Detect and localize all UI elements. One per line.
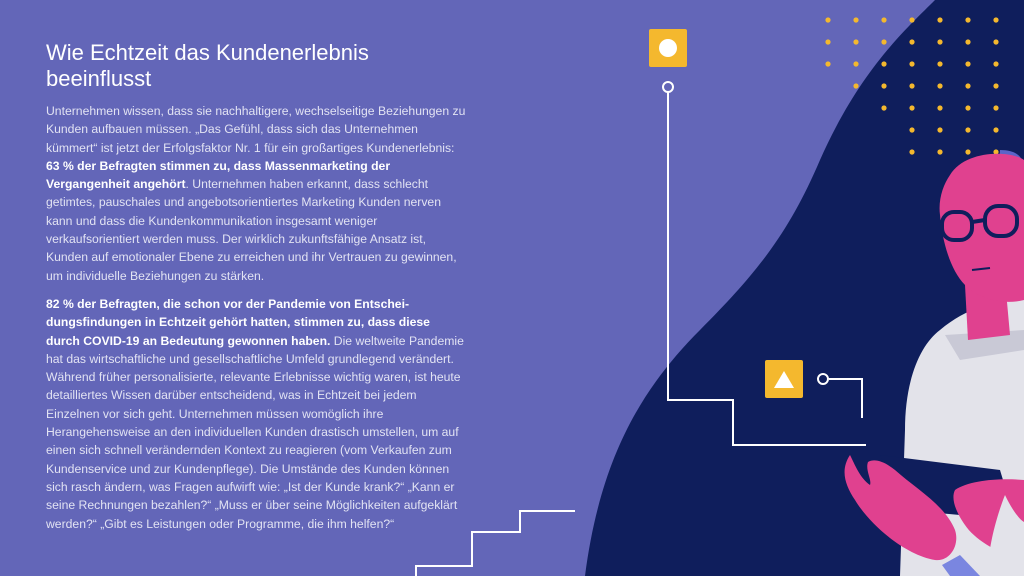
- paragraph-1-rest: . Unternehmen haben erkannt, dass schlecht getimtes, pauschales und angebotsorientiertes Marketing Kunden nerven kann und dass die Kundenkommunikation insgesamt weniger verkaufsorientiert werden muss. Der wirklich zukunftsfähige Ansatz ist, Kunden auf emotionaler Ebene zu erreichen und ihr Vertrauen zu gewinnen, um individuelle Beziehungen zu stärken.: [46, 177, 457, 283]
- dot: [937, 17, 942, 22]
- dot: [937, 39, 942, 44]
- dot: [965, 17, 970, 22]
- dot: [881, 17, 886, 22]
- paragraph-1-highlight: 63 % der Befragten stimmen zu, dass Massenmarketing der Vergangenheit angehört: [46, 158, 391, 192]
- dot: [909, 61, 914, 66]
- dot: [909, 127, 914, 132]
- dot: [993, 17, 998, 22]
- dot: [881, 39, 886, 44]
- dot: [909, 149, 914, 154]
- dot: [825, 39, 830, 44]
- paragraph-1-intro: Unternehmen wissen, dass sie nachhaltigere, wechselseitige Beziehungen zu Kunden aufbauen müssen. „Das Gefühl, dass sich das Unternehmen kümmert“ ist jetzt der Erfolgsfaktor Nr. 1 für ein großartiges Kundenerlebnis:: [46, 104, 466, 155]
- dot: [909, 39, 914, 44]
- dot: [881, 83, 886, 88]
- dot: [853, 39, 858, 44]
- triangle-icon: [765, 360, 803, 398]
- paragraph-2-rest: Die weltweite Pandemie hat das wirtschaftliche und gesellschaftliche Umfeld grundlegend verändert. Während früher personalisierte, relevante Erlebnisse wichtig waren, ist heute detailliertes Wissen darüber entscheidend, was in Echtzeit bei jedem Einzelnen vor sich geht. Unternehmen müssen womöglich ihre Herangehensweise an den individuellen Kunden drastisch umstellen, um auf einen sich schnell verändernden Kontext zu reagieren (vom Verkaufen zum Kundenservice und zur Kundenpflege). Die Umstände des Kunden können sich rasch ändern, was Fragen aufwirft wie: „Ist der Kunde krank?“ „Kann er seine Rechnungen bezahlen?“ „Muss er über seine Möglichkeiten aufgeklärt werden?“ „Gibt es Leistungen oder Programme, die ihm helfen?“: [46, 333, 464, 531]
- circle-icon: [649, 29, 687, 67]
- dot: [881, 105, 886, 110]
- dot: [993, 83, 998, 88]
- dot: [965, 127, 970, 132]
- dot: [993, 61, 998, 66]
- dot: [937, 61, 942, 66]
- dot: [937, 83, 942, 88]
- dot: [825, 61, 830, 66]
- dot: [965, 83, 970, 88]
- dot: [881, 61, 886, 66]
- page-title: Wie Echtzeit das Kundenerlebnis beeinflusst: [46, 40, 369, 91]
- dot: [853, 61, 858, 66]
- dot: [993, 105, 998, 110]
- dot: [909, 83, 914, 88]
- dot: [937, 127, 942, 132]
- dot: [853, 83, 858, 88]
- paragraph-2-highlight: 82 % der Befragten, die schon vor der Pandemie von Entschei-dungsfindungen in Echtzeit gehört hatten, stimmen zu, dass diese durch COVID-19 an Bedeutung gewonnen haben.: [46, 296, 430, 348]
- dot: [965, 39, 970, 44]
- dot: [937, 105, 942, 110]
- dot: [993, 39, 998, 44]
- dot: [993, 127, 998, 132]
- dot: [853, 17, 858, 22]
- path-node-mid: [818, 374, 828, 384]
- dot: [937, 149, 942, 154]
- dot: [909, 17, 914, 22]
- dot: [909, 105, 914, 110]
- dot: [965, 105, 970, 110]
- path-node-top: [663, 82, 673, 92]
- dot: [965, 61, 970, 66]
- dot: [965, 149, 970, 154]
- dot: [825, 17, 830, 22]
